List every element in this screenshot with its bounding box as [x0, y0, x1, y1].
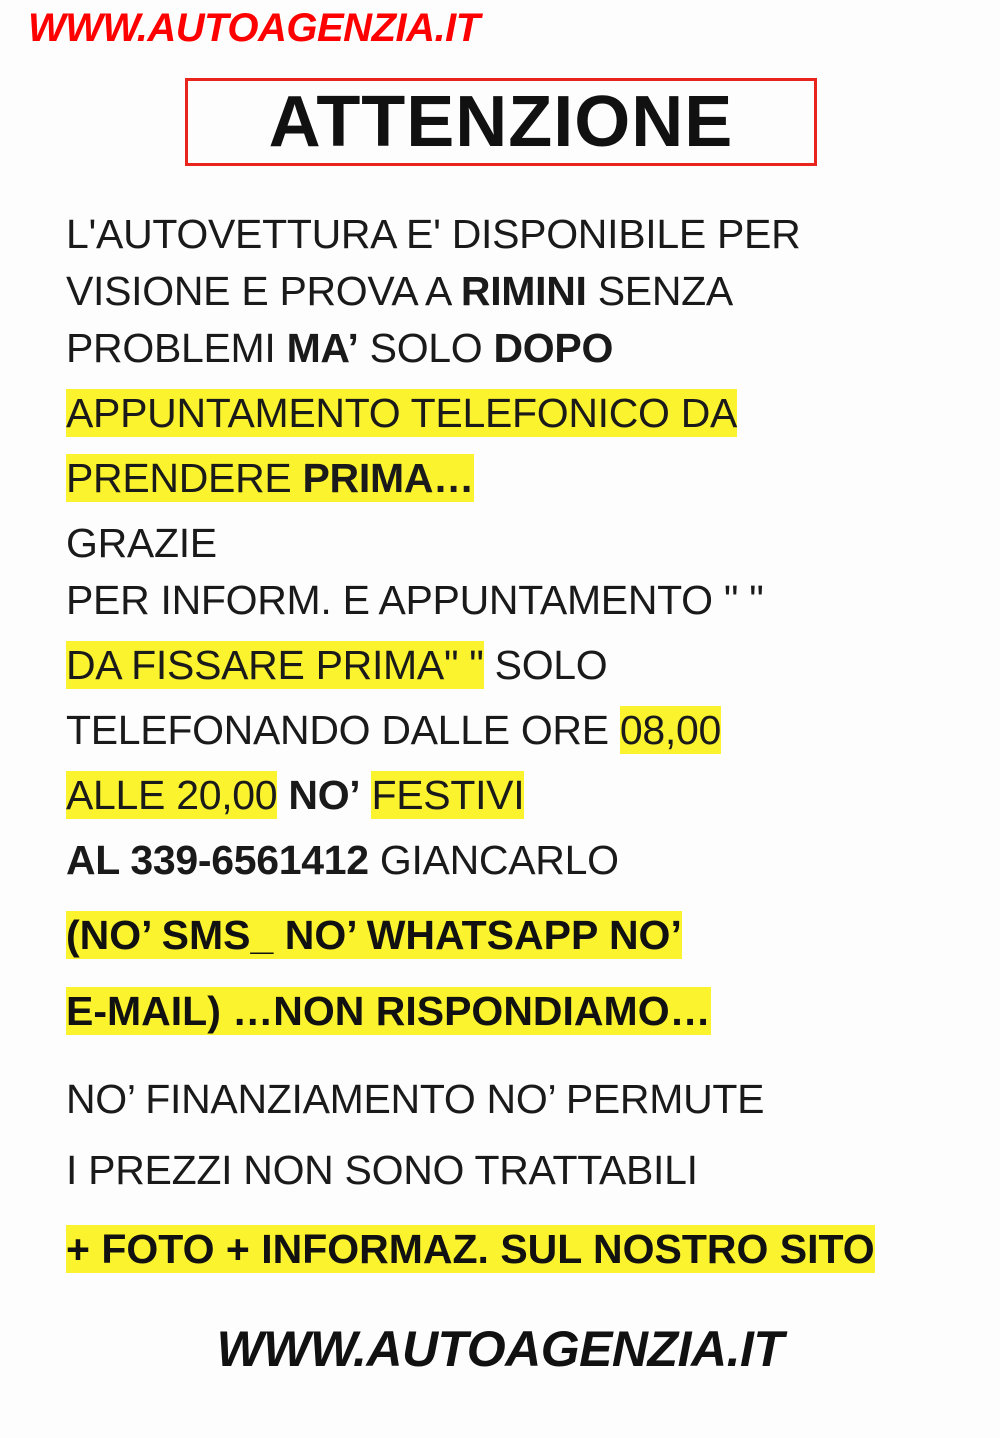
notice-line-16 [66, 1217, 966, 1281]
notice-line-6-text: GRAZIE [66, 520, 217, 566]
attention-title: ATTENZIONE [268, 82, 734, 162]
notice-line-10-emph: NO’ [288, 772, 361, 818]
notice-line-4 [66, 385, 966, 442]
notice-line-3 [66, 320, 966, 377]
notice-line-10-highlight: FESTIVI [371, 772, 525, 818]
notice-line-4-highlight: APPUNTAMENTO TELEFONICO DA [66, 390, 738, 436]
contact-name: GIANCARLO [368, 837, 619, 883]
notice-line-16-highlight: + FOTO + INFORMAZ. SUL NOSTRO SITO [66, 1226, 875, 1272]
notice-line-13 [66, 979, 966, 1043]
notice-line-14 [66, 1071, 966, 1128]
notice-line-12-highlight: (NO’ SMS_ NO’ WHATSAPP NO’ [66, 912, 682, 958]
notice-line-7-text: PER INFORM. E APPUNTAMENTO " " [66, 577, 764, 623]
attention-box [185, 78, 817, 166]
notice-line-1 [66, 206, 966, 263]
notice-line-2 [66, 263, 966, 320]
notice-line-10 [66, 767, 966, 824]
notice-line-3-text-a: PROBLEMI [66, 325, 287, 371]
notice-line-2-city: RIMINI [460, 268, 587, 314]
notice-line-9-hour-start: 08,00 [619, 707, 721, 753]
notice-line-10-hour-end: ALLE 20,00 [66, 772, 278, 818]
phone-number: AL 339-6561412 [66, 837, 369, 883]
notice-line-13-highlight: E-MAIL) …NON RISPONDIAMO… [66, 988, 711, 1034]
notice-line-2-text-b: SENZA [586, 268, 733, 314]
notice-line-5-text: PRENDERE [66, 455, 303, 501]
notice-line-3-text-b: SOLO [358, 325, 494, 371]
notice-line-8-highlight-1: DA FISSARE [66, 642, 316, 688]
notice-line-11 [66, 832, 966, 889]
site-url-top: WWW.AUTOAGENZIA.IT [28, 6, 480, 50]
notice-line-8 [66, 637, 966, 694]
notice-line-7 [66, 572, 966, 629]
notice-line-8-highlight-2: PRIMA" " [315, 642, 484, 688]
notice-line-1-text: L'AUTOVETTURA E' DISPONIBILE PER [66, 211, 801, 257]
notice-line-15 [66, 1142, 966, 1199]
notice-line-9-text: TELEFONANDO DALLE ORE [66, 707, 620, 753]
notice-line-14-text: NO’ FINANZIAMENTO NO’ PERMUTE [66, 1076, 765, 1122]
notice-line-2-text-a: VISIONE E PROVA A [66, 268, 461, 314]
notice-line-3-emph-1: MA’ [286, 325, 359, 371]
notice-line-5 [66, 450, 966, 507]
notice-body [66, 206, 966, 1281]
notice-line-9 [66, 702, 966, 759]
notice-line-6 [66, 515, 966, 572]
notice-line-5-emph: PRIMA… [302, 455, 474, 501]
notice-line-5-highlight [66, 454, 474, 502]
site-url-bottom: WWW.AUTOAGENZIA.IT [216, 1321, 784, 1377]
notice-line-12 [66, 903, 966, 967]
notice-line-3-emph-2: DOPO [493, 325, 614, 371]
notice-line-8-text: SOLO [483, 642, 608, 688]
notice-line-15-text: I PREZZI NON SONO TRATTABILI [66, 1147, 698, 1193]
